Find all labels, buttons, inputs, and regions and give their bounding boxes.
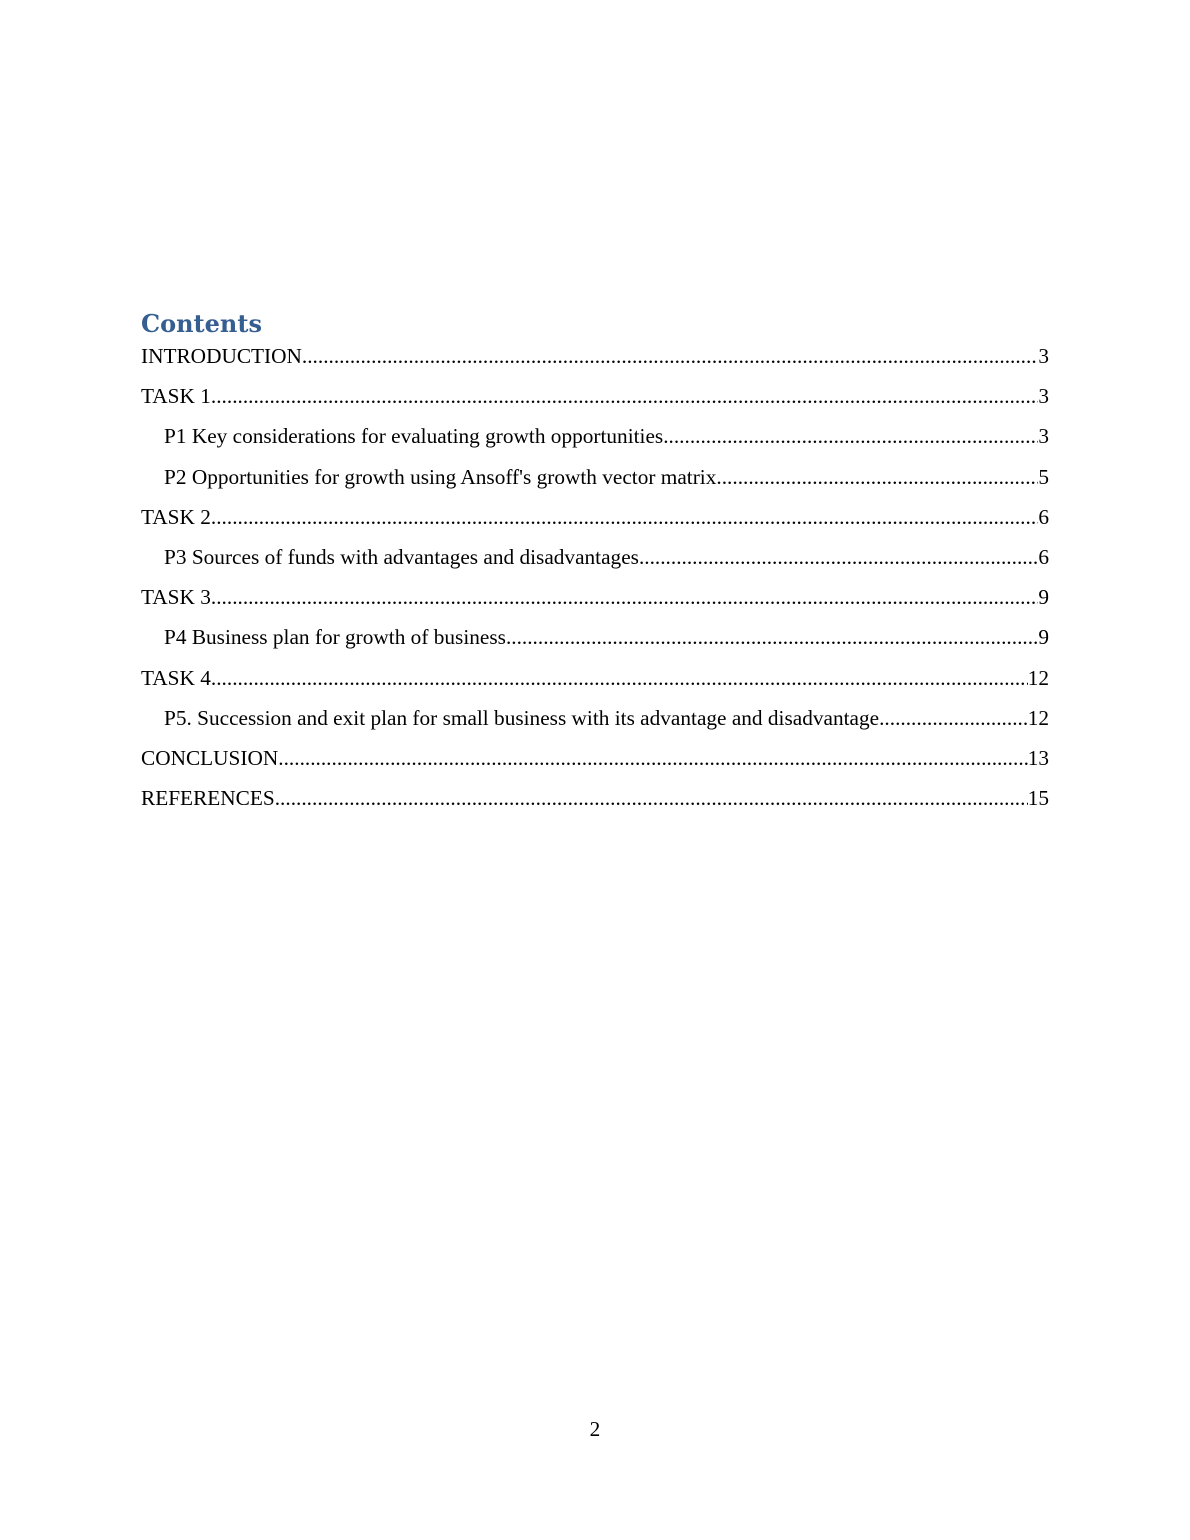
toc-entry-p1[interactable]	[141, 422, 1049, 462]
toc-entry-page: 13	[1027, 745, 1049, 770]
toc-dot-leader	[211, 664, 1028, 692]
toc-entry-page: 6	[1038, 504, 1049, 529]
toc-entry-p3[interactable]	[141, 543, 1049, 583]
toc-entry-task-2[interactable]	[141, 503, 1049, 543]
toc-entry-page: 15	[1027, 786, 1049, 811]
toc-dot-leader	[275, 784, 1028, 812]
toc-dot-leader	[211, 583, 1038, 611]
toc-dot-leader	[663, 422, 1038, 450]
toc-entry-page: 6	[1038, 544, 1049, 569]
toc-entry-introduction[interactable]	[141, 342, 1049, 382]
toc-entry-page: 3	[1038, 424, 1049, 449]
toc-entry-label: P4 Business plan for growth of business	[164, 625, 506, 650]
toc-dot-leader	[639, 543, 1038, 571]
toc-entry-p2[interactable]	[141, 463, 1049, 503]
page-number: 2	[589, 1417, 601, 1441]
table-of-contents	[141, 306, 1049, 824]
toc-entry-page: 9	[1038, 625, 1049, 650]
toc-dot-leader	[278, 744, 1027, 772]
toc-entry-label: P5. Succession and exit plan for small business with its advantage and disadvantage	[164, 705, 880, 730]
toc-entry-page: 9	[1038, 585, 1049, 610]
toc-entry-label: TASK 1	[141, 384, 211, 409]
toc-dot-leader	[211, 382, 1038, 410]
toc-dot-leader	[716, 463, 1038, 491]
toc-entry-label: REFERENCES	[141, 786, 275, 811]
toc-entry-label: TASK 4	[141, 665, 211, 690]
toc-entry-p4[interactable]	[141, 623, 1049, 663]
toc-entry-task-1[interactable]	[141, 382, 1049, 422]
toc-entry-task-3[interactable]	[141, 583, 1049, 623]
toc-dot-leader	[302, 342, 1038, 370]
toc-entry-page: 3	[1038, 384, 1049, 409]
toc-heading: Contents	[141, 309, 262, 338]
toc-entry-page: 3	[1038, 344, 1049, 368]
toc-entry-task-4[interactable]	[141, 664, 1049, 704]
toc-entry-p5[interactable]	[141, 704, 1049, 744]
toc-entry-label: CONCLUSION	[141, 745, 279, 770]
toc-entry-label: TASK 3	[141, 585, 211, 610]
toc-entry-label: P3 Sources of funds with advantages and disadvantages	[164, 544, 639, 569]
toc-dot-leader	[879, 704, 1028, 732]
toc-entry-page: 12	[1027, 665, 1049, 690]
toc-entry-label: P1 Key considerations for evaluating growth opportunities	[164, 424, 664, 449]
toc-entry-label: INTRODUCTION	[141, 344, 302, 368]
toc-entry-label: TASK 2	[141, 504, 211, 529]
toc-entry-conclusion[interactable]	[141, 744, 1049, 784]
toc-entry-page: 12	[1027, 705, 1049, 730]
toc-dot-leader	[506, 623, 1038, 651]
toc-list	[141, 342, 1049, 824]
toc-entry-page: 5	[1038, 464, 1049, 489]
toc-entry-label: P2 Opportunities for growth using Ansoff's growth vector matrix	[164, 464, 717, 489]
toc-entry-references[interactable]	[141, 784, 1049, 824]
toc-dot-leader	[211, 503, 1038, 531]
